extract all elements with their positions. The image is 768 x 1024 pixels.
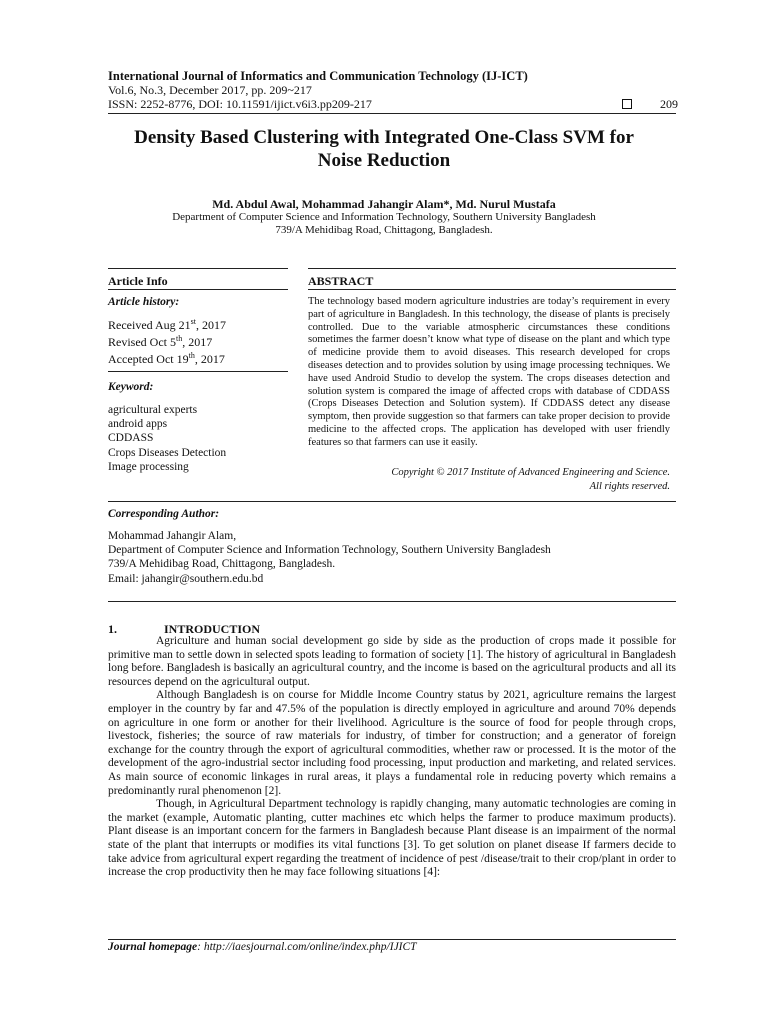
square-bullet-icon	[622, 99, 632, 109]
author-address: 739/A Mehidibag Road, Chittagong, Bangladesh.	[108, 558, 336, 571]
keyword-item: agricultural experts	[108, 404, 198, 416]
section-title: INTRODUCTION	[164, 622, 261, 636]
revised-date: Revised Oct 5th, 2017	[108, 334, 213, 349]
journal-homepage	[108, 941, 417, 953]
section-number: 1.	[108, 622, 117, 636]
paragraph: Although Bangladesh is on course for Middle Income Country status by 2021, agriculture remains the largest employer in the country by far and 47.5% of the population is directly employed in agriculture and around 70% depends on agriculture in one form or another for their livelihood. Agriculture is the source of food for people through crops, livestock, fisheries; the source of raw materials for industry, of timber for construction; and a generator of foreign exchange for the country through the export of agricultural commodities, whether raw or processed. It is the motor of the development of the agro-industrial sector including food processing, input production and marketing, and related services. As main source of economic linkages in rural areas, it plays a fundamental role in reducing poverty which remains a predominantly rural phenomenon [2].	[108, 689, 676, 797]
keyword-heading: Keyword:	[108, 381, 154, 393]
title-line-1: Density Based Clustering with Integrated One-Class SVM for	[134, 127, 634, 148]
header-rule	[108, 113, 676, 114]
keyword-item: android apps	[108, 418, 168, 431]
article-info-heading-rule	[108, 289, 288, 290]
paper-title	[100, 126, 668, 172]
article-history-heading: Article history:	[108, 296, 180, 308]
corresponding-author-details	[108, 529, 551, 586]
journal-name: International Journal of Informatics and Communication Technology (IJ-ICT)	[108, 69, 528, 83]
copyright-line-2: All rights reserved.	[589, 481, 670, 492]
authors: Md. Abdul Awal, Mohammad Jahangir Alam*, Md. Nurul Mustafa	[212, 197, 556, 211]
issn-doi-line: ISSN: 2252-8776, DOI: 10.11591/ijict.v6i3.pp209-217	[108, 97, 372, 111]
corresponding-author-heading: Corresponding Author:	[108, 508, 220, 520]
volume-line: Vol.6, No.3, December 2017, pp. 209~217	[108, 83, 312, 97]
accepted-date: Accepted Oct 19th, 2017	[108, 351, 225, 366]
paragraph: Though, in Agricultural Department technology is rapidly changing, many automatic technologies are coming in the market (example, Automatic planting, cutter machines etc which helps the farmer to produce maximum products). Plant disease is an important concern for the farmers in Bangladesh because Plant disease is an impairment of the normal state of the plant that interrupts or modifies its vital functions [3]. To get solution on planet disease If farmers decide to take advice from agricultural expert regarding the treatment of incidence of pest /disease/trait to their crop/plant in order to increase the crop productivity then he may face following situations [4]:	[108, 798, 676, 879]
keyword-item: Crops Diseases Detection	[108, 446, 227, 459]
title-line-2: Noise Reduction	[317, 150, 451, 171]
corresponding-bottom-rule	[108, 601, 676, 602]
abstract-heading: ABSTRACT	[308, 274, 374, 288]
page-number: 209	[660, 97, 678, 111]
author-name: Mohammad Jahangir Alam,	[108, 530, 237, 542]
article-info-heading: Article Info	[108, 274, 168, 288]
copyright-line-1: Copyright © 2017 Institute of Advanced Engineering and Science.	[391, 467, 670, 478]
paragraph: Agriculture and human social development go side by side as the production of crops made it possible for primitive man to settle down in selected spots leading to formation of society [1]. The history of agricultural in Bangladesh long before. Bangladesh is basically an agricultural country, and the income is based on the agricultural products and all its resources depend on the agricultural output.	[108, 635, 676, 688]
affiliation-line-1: Department of Computer Science and Information Technology, Southern University Bangladesh	[172, 211, 596, 223]
footer-rule	[108, 939, 676, 940]
affiliation	[100, 211, 668, 237]
keyword-list	[108, 403, 226, 474]
copyright-notice	[300, 466, 670, 494]
affiliation-line-2: 739/A Mehidibag Road, Chittagong, Bangladesh.	[275, 224, 493, 236]
keyword-item: CDDASS	[108, 432, 154, 445]
introduction-body	[108, 635, 676, 880]
author-department: Department of Computer Science and Information Technology, Southern University Bangladesh	[108, 544, 551, 557]
history-keyword-rule	[108, 371, 288, 372]
abstract-heading-rule	[308, 289, 676, 290]
info-bottom-rule	[108, 501, 676, 502]
keyword-item: Image processing	[108, 460, 189, 473]
received-date: Received Aug 21st, 2017	[108, 317, 226, 332]
abstract-text: The technology based modern agriculture industries are today’s requirement in every part of agriculture in Bangladesh. In this technology, the disease of plants is precisely controlled. Due to the variable atmospheric circumstances these conditions sometimes the farmer doesn’t know what type of disease on the plant and which type of medicine provide them to avoid diseases. This research developed for crops diseases detection and to provides solution by using image processing techniques. We have used Android Studio to develop the system. The crops diseases detection and solution system is compared the image of affected crops with database of CDDASS (Crops Diseases Detection and Solution system). If CDDASS detect any disease symptom, then provide suggestion so that farmers can take proper decision to provide medicine to the affected crops. The application has developed with user friendly features so that farmers can use it easily.	[308, 296, 670, 448]
article-history	[108, 315, 226, 366]
author-email[interactable]: Email: jahangir@southern.edu.bd	[108, 572, 264, 585]
article-info-top-rule	[108, 268, 288, 269]
homepage-url[interactable]: : http://iaesjournal.com/online/index.php/IJICT	[197, 941, 417, 953]
homepage-label: Journal homepage	[108, 941, 198, 953]
abstract-top-rule	[308, 268, 676, 269]
